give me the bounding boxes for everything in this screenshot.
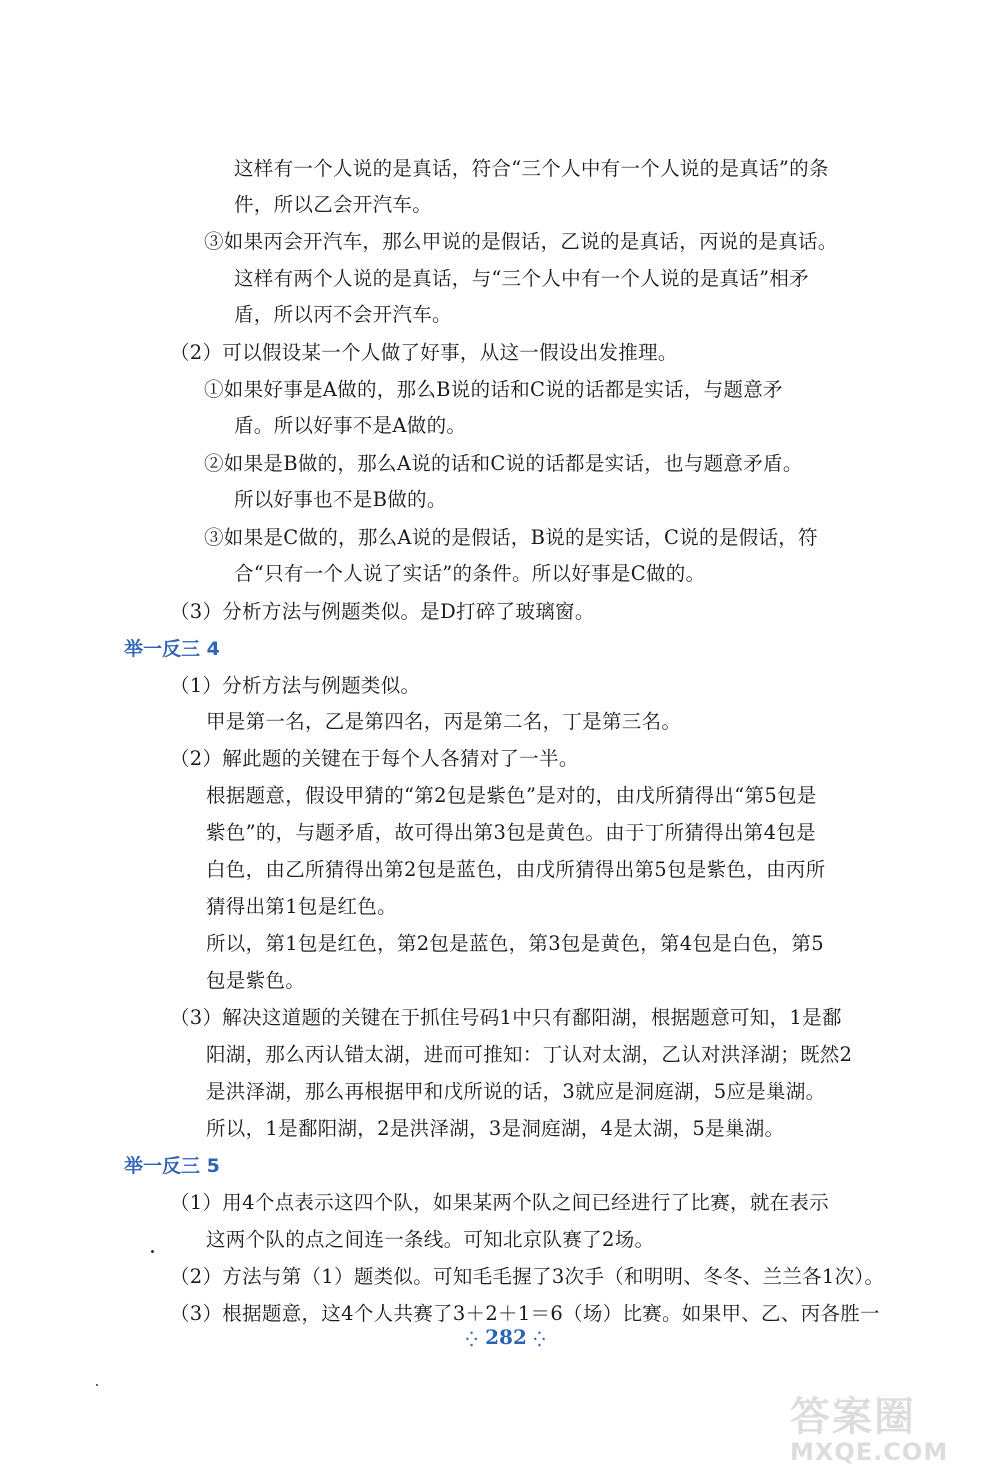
text-line: ③如果丙会开汽车，那么甲说的是假话，乙说的是真话，丙说的是真话。 bbox=[204, 230, 838, 253]
text-line: 盾。所以好事不是A做的。 bbox=[234, 414, 467, 437]
page-number bbox=[456, 1322, 556, 1355]
text-line: （3）分析方法与例题类似。是D打碎了玻璃窗。 bbox=[170, 600, 595, 623]
stray-mark bbox=[151, 1250, 154, 1253]
text-line: ③如果是C做的，那么A说的是假话，B说的是实话，C说的是假话，符 bbox=[204, 526, 818, 549]
page-number-value: 282 bbox=[485, 1325, 527, 1349]
text-line: 包是紫色。 bbox=[206, 969, 306, 992]
text-line: 合“只有一个人说了实话”的条件。所以好事是C做的。 bbox=[234, 562, 706, 585]
watermark-logo bbox=[790, 1395, 990, 1470]
text-line: 甲是第一名，乙是第四名，丙是第二名，丁是第三名。 bbox=[206, 710, 682, 733]
text-line: 所以，第1包是红色，第2包是蓝色，第3包是黄色，第4包是白色，第5 bbox=[206, 932, 824, 955]
text-line: 白色，由乙所猜得出第2包是蓝色，由戊所猜得出第5包是紫色，由丙所 bbox=[206, 858, 826, 881]
text-line: （1）分析方法与例题类似。 bbox=[170, 674, 421, 697]
stray-mark bbox=[96, 1384, 98, 1386]
text-line: （1）用4个点表示这四个队，如果某两个队之间已经进行了比赛，就在表示 bbox=[170, 1191, 830, 1214]
text-line: 紫色”的，与题矛盾，故可得出第3包是黄色。由于丁所猜得出第4包是 bbox=[206, 821, 816, 844]
text-line: 根据题意，假设甲猜的“第2包是紫色”是对的，由戊所猜得出“第5包是 bbox=[206, 784, 817, 807]
text-line: 阳湖，那么丙认错太湖，进而可推知：丁认对太湖，乙认对洪泽湖；既然2 bbox=[206, 1043, 853, 1066]
text-line: ①如果好事是A做的，那么B说的话和C说的话都是实话，与题意矛 bbox=[204, 378, 783, 401]
text-line: 这样有一个人说的是真话，符合“三个人中有一个人说的是真话”的条 bbox=[234, 157, 829, 180]
section-heading-4: 举一反三 4 bbox=[124, 638, 220, 660]
text-line: 是洪泽湖，那么再根据甲和戊所说的话，3就应是洞庭湖，5应是巢湖。 bbox=[206, 1080, 826, 1103]
section-heading-5: 举一反三 5 bbox=[124, 1155, 220, 1177]
text-line: 这两个队的点之间连一条线。可知北京队赛了2场。 bbox=[206, 1228, 655, 1251]
text-line: 猜得出第1包是红色。 bbox=[206, 895, 397, 918]
text-line: （2）可以假设某一个人做了好事，从这一假设出发推理。 bbox=[170, 341, 678, 364]
watermark-url: MXQE.COM bbox=[790, 1438, 949, 1466]
text-line: （3）解决这道题的关键在于抓住号码1中只有鄱阳湖，根据题意可知，1是鄱 bbox=[170, 1006, 842, 1029]
text-line: 这样有两个人说的是真话，与“三个人中有一个人说的是真话”相矛 bbox=[234, 267, 809, 290]
watermark-chars: 答案圈 bbox=[790, 1394, 916, 1440]
text-line: （2）解此题的关键在于每个人各猜对了一半。 bbox=[170, 747, 579, 770]
text-line: 所以，1是鄱阳湖，2是洪泽湖，3是洞庭湖，4是太湖，5是巢湖。 bbox=[206, 1117, 785, 1140]
text-line: （2）方法与第（1）题类似。可知毛毛握了3次手（和明明、冬冬、兰兰各1次）。 bbox=[170, 1265, 885, 1288]
text-line: （3）根据题意，这4个人共赛了3＋2＋1＝6（场）比赛。如果甲、乙、丙各胜一 bbox=[170, 1302, 880, 1325]
text-line: 件，所以乙会开汽车。 bbox=[234, 193, 433, 216]
dots-decoration-right: ⁛ bbox=[533, 1332, 547, 1348]
dots-decoration-left: ⁛ bbox=[465, 1332, 479, 1348]
text-line: ②如果是B做的，那么A说的话和C说的话都是实话，也与题意矛盾。 bbox=[204, 452, 803, 475]
text-line: 盾，所以丙不会开汽车。 bbox=[234, 303, 452, 326]
text-line: 所以好事也不是B做的。 bbox=[234, 488, 447, 511]
